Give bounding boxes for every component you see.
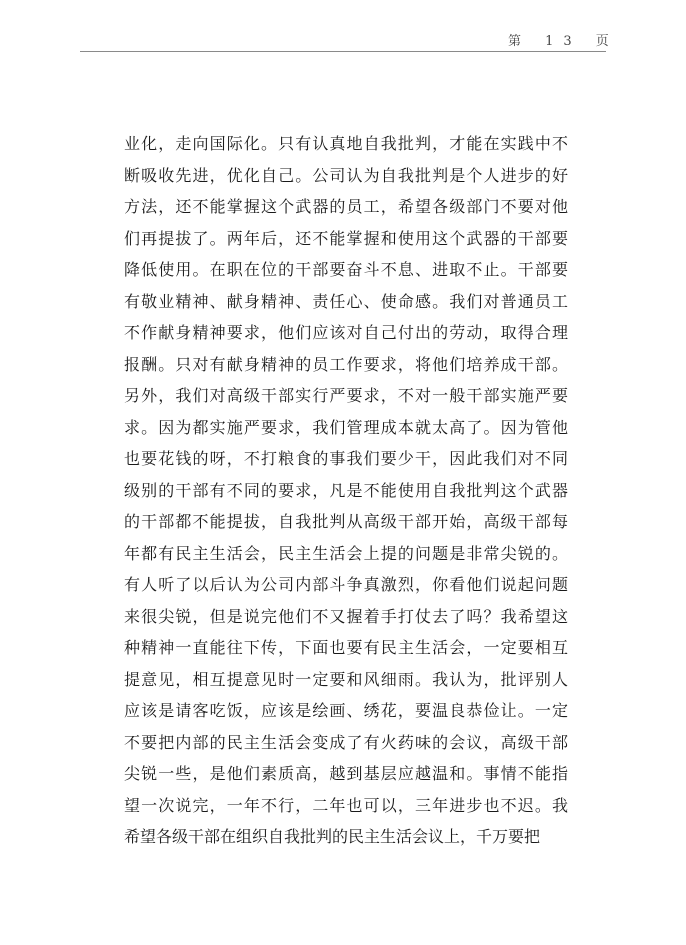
text-line: 来很尖锐，但是说完他们不又握着手打仗去了吗？我希望这	[124, 606, 568, 626]
text-line: 业化，走向国际化。只有认真地自我批判，才能在实践中不	[124, 134, 568, 153]
text-line: 尖锐一些，是他们素质高，越到基层应越温和。事情不能指	[124, 764, 568, 783]
text-line: 求。因为都实施严要求，我们管理成本就太高了。因为管他	[124, 417, 568, 437]
text-line: 降低使用。在职在位的干部要奋斗不息、进取不止。干部要	[124, 260, 568, 279]
text-line: 级别的干部有不同的要求，凡是不能使用自我批判这个武器	[124, 480, 568, 500]
text-line: 不作献身精神要求，他们应该对自己付出的劳动，取得合理	[124, 323, 568, 342]
text-line: 希望各级干部在组织自我批判的民主生活会议上，千万要把	[124, 827, 541, 846]
text-line: 另外，我们对高级干部实行严要求，不对一般干部实施严要	[124, 386, 568, 405]
text-line: 也要花钱的呀，不打粮食的事我们要少干，因此我们对不同	[124, 449, 568, 468]
text-line: 的干部都不能提拔，自我批判从高级干部开始，高级干部每	[124, 512, 568, 531]
text-line: 方法，还不能掌握这个武器的员工，希望各级部门不要对他	[124, 197, 568, 216]
text-line: 们再提拔了。两年后，还不能掌握和使用这个武器的干部要	[124, 228, 568, 248]
page-number: 第 13 页	[508, 34, 619, 49]
text-line: 报酬。只对有献身精神的员工作要求，将他们培养成干部。	[124, 354, 568, 374]
text-line: 不要把内部的民主生活会变成了有火药味的会议，高级干部	[124, 732, 568, 752]
text-line: 种精神一直能往下传，下面也要有民主生活会，一定要相互	[124, 638, 568, 657]
text-line: 应该是请客吃饭，应该是绘画、绣花，要温良恭俭让。一定	[124, 701, 568, 720]
body-text	[124, 128, 568, 853]
header-divider	[80, 51, 606, 52]
text-line: 提意见，相互提意见时一定要和风细雨。我认为，批评别人	[124, 669, 568, 689]
text-line: 有人听了以后认为公司内部斗争真激烈，你看他们说起问题	[124, 575, 568, 594]
text-line: 有敬业精神、献身精神、责任心、使命感。我们对普通员工	[124, 291, 568, 311]
text-line: 望一次说完，一年不行，二年也可以，三年进步也不迟。我	[124, 795, 568, 815]
text-line: 年都有民主生活会，民主生活会上提的问题是非常尖锐的。	[124, 543, 568, 563]
text-line: 断吸收先进，优化自己。公司认为自我批判是个人进步的好	[124, 165, 568, 185]
